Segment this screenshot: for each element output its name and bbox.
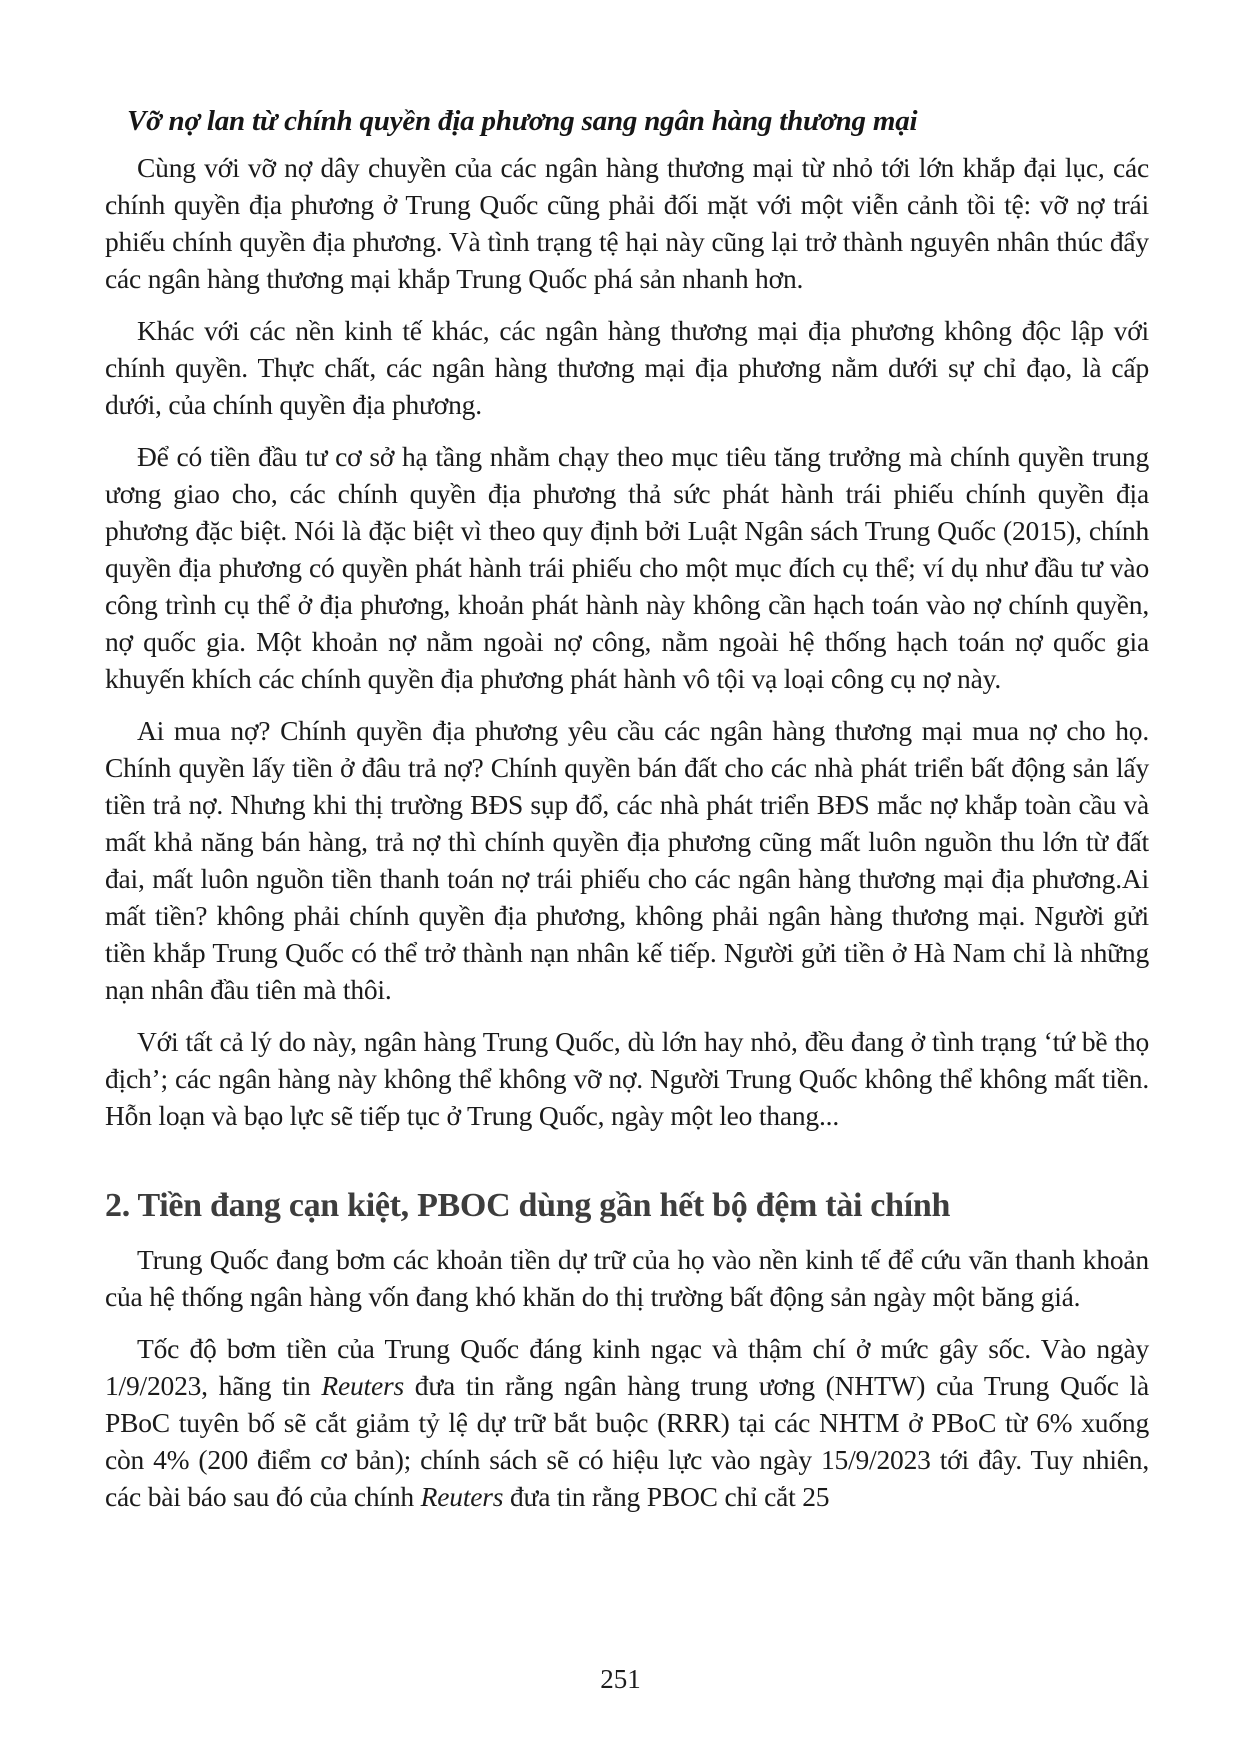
page-number: 251 bbox=[600, 1664, 641, 1694]
paragraph: Cùng với vỡ nợ dây chuyền của các ngân hàng thương mại từ nhỏ tới lớn khắp đại lục, các chính quyền địa phương ở Trung Quốc cũng phải đối mặt với một viễn cảnh tồi tệ: vỡ nợ trái phiếu chính quyền địa phương. Và tình trạng tệ hại này cũng lại trở thành nguyên nhân thúc đẩy các ngân hàng thương mại khắp Trung Quốc phá sản nhanh hơn. bbox=[105, 152, 1149, 294]
paragraph-text: đưa tin rằng PBOC chỉ cắt 25 bbox=[503, 1481, 830, 1512]
paragraph: Ai mua nợ? Chính quyền địa phương yêu cầu các ngân hàng thương mại mua nợ cho họ. Chính quyền lấy tiền ở đâu trả nợ? Chính quyền bán đất cho các nhà phát triển bất động sản lấy tiền trả nợ. Nhưng khi thị trường BĐS sụp đổ, các nhà phát triển BĐS mắc nợ khắp toàn cầu và mất khả năng bán hàng, trả nợ thì chính quyền địa phương cũng mất luôn nguồn thu lớn từ đất đai, mất luôn nguồn tiền thanh toán nợ trái phiếu cho các ngân hàng thương mại địa phương.Ai mất tiền? không phải chính quyền địa phương, không phải ngân hàng thương mại. Người gửi tiền khắp Trung Quốc có thể trở thành nạn nhân kế tiếp. Người gửi tiền ở Hà Nam chỉ là những nạn nhân đầu tiên mà thôi. bbox=[105, 715, 1149, 1005]
publication-name: Reuters bbox=[321, 1370, 404, 1401]
paragraph bbox=[105, 1330, 1149, 1515]
paragraph: Khác với các nền kinh tế khác, các ngân hàng thương mại địa phương không độc lập với chính quyền. Thực chất, các ngân hàng thương mại địa phương nằm dưới sự chỉ đạo, là cấp dưới, của chính quyền địa phương. bbox=[105, 315, 1149, 420]
paragraph: Với tất cả lý do này, ngân hàng Trung Quốc, dù lớn hay nhỏ, đều đang ở tình trạng ‘tứ bề thọ địch’; các ngân hàng này không thể không vỡ nợ. Người Trung Quốc không thể không mất tiền. Hỗn loạn và bạo lực sẽ tiếp tục ở Trung Quốc, ngày một leo thang... bbox=[105, 1026, 1149, 1131]
paragraph-text: Tốc độ bơm tiền của Trung Quốc đáng kinh ngạc và thậm chí ở mức gây sốc. Vào ngày 1/9/2023, hãng tin bbox=[105, 1333, 1149, 1401]
publication-name: Reuters bbox=[420, 1481, 504, 1512]
subsection-heading: Vỡ nợ lan từ chính quyền địa phương sang ngân hàng thương mại bbox=[127, 105, 918, 137]
section-heading: 2. Tiền đang cạn kiệt, PBOC dùng gần hết bộ đệm tài chính bbox=[105, 1187, 951, 1224]
paragraph: Trung Quốc đang bơm các khoản tiền dự trữ của họ vào nền kinh tế để cứu vãn thanh khoản của hệ thống ngân hàng vốn đang khó khăn do thị trường bất động sản ngày một băng giá. bbox=[105, 1244, 1149, 1312]
paragraph: Để có tiền đầu tư cơ sở hạ tầng nhằm chạy theo mục tiêu tăng trưởng mà chính quyền trung ương giao cho, các chính quyền địa phương thả sức phát hành trái phiếu chính quyền địa phương đặc biệt. Nói là đặc biệt vì theo quy định bởi Luật Ngân sách Trung Quốc (2015), chính quyền địa phương có quyền phát hành trái phiếu cho một mục đích cụ thể; ví dụ như đầu tư vào công trình cụ thể ở địa phương, khoản phát hành này không cần hạch toán vào nợ chính quyền, nợ quốc gia. Một khoản nợ nằm ngoài nợ công, nằm ngoài hệ thống hạch toán nợ quốc gia khuyến khích các chính quyền địa phương phát hành vô tội vạ loại công cụ nợ này. bbox=[105, 441, 1149, 694]
page-content bbox=[105, 103, 1149, 1515]
paragraph-text: đưa tin rằng ngân hàng trung ương (NHTW) của Trung Quốc là PBoC tuyên bố sẽ cắt giảm tỷ lệ dự trữ bắt buộc (RRR) tại các NHTM ở PBoC từ 6% xuống còn 4% (200 điểm cơ bản); chính sách sẽ có hiệu lực vào ngày 15/9/2023 tới đây. Tuy nhiên, các bài báo sau đó của chính bbox=[105, 1370, 1149, 1512]
